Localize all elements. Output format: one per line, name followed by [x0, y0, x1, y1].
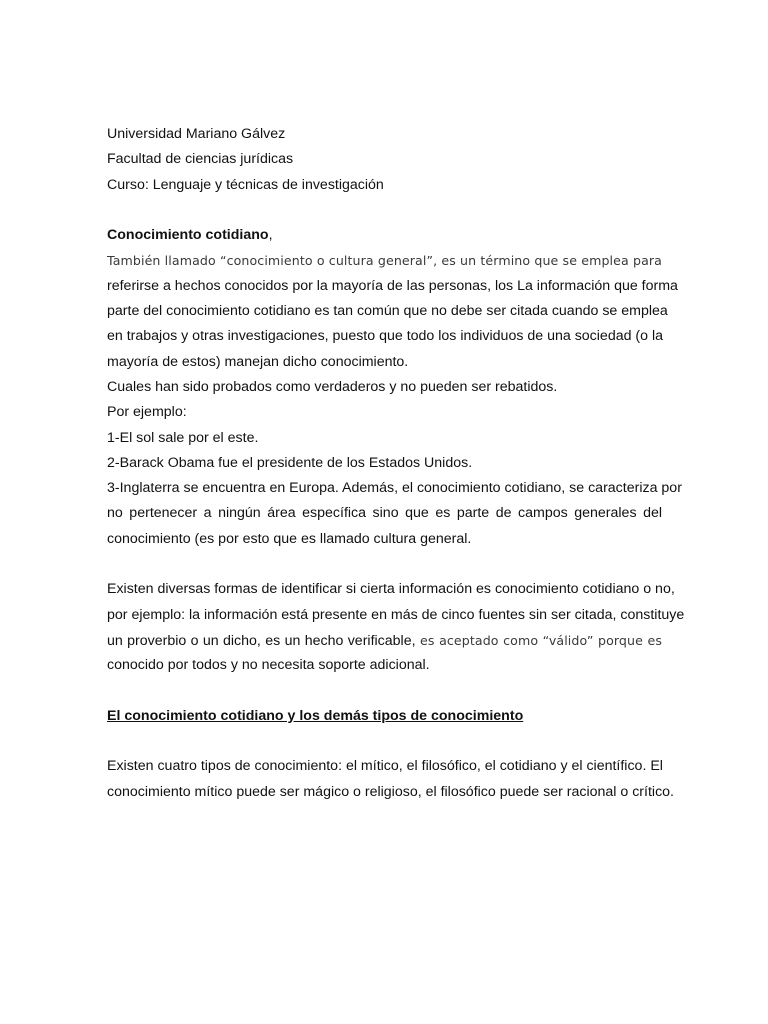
paragraph-line: no pertenecer a ningún área específica sino que es parte de campos generales del	[107, 505, 662, 522]
paragraph-text-alt: es aceptado como “válido” porque es	[415, 632, 662, 648]
paragraph-line: en trabajos y otras investigaciones, puesto que todo los individuos de una sociedad (o la	[107, 328, 664, 345]
paragraph-line: referirse a hechos conocidos por la mayoría de las personas, los La información que forma	[107, 277, 678, 294]
institution-name: Universidad Mariano Gálvez	[107, 126, 286, 142]
section-title-text: El conocimiento cotidiano y los demás tipos de conocimiento	[107, 707, 524, 724]
paragraph-line: Existen cuatro tipos de conocimiento: el mítico, el filosófico, el cotidiano y el científico. El	[107, 758, 663, 775]
example-item-2: 2-Barack Obama fue el presidente de los Estados Unidos.	[107, 454, 473, 471]
paragraph-line: Cuales han sido probados como verdaderos y no pueden ser rebatidos.	[107, 378, 558, 395]
paragraph-line	[107, 628, 662, 653]
example-intro: Por ejemplo:	[107, 404, 187, 421]
spacer	[107, 552, 662, 577]
paragraph-line: mayoría de estos) manejan dicho conocimiento.	[107, 353, 409, 370]
spacer	[107, 679, 662, 704]
paragraph-line	[107, 248, 662, 273]
paragraph-line: por ejemplo: la información está presente en más de cinco fuentes sin ser citada, constituye	[107, 606, 685, 623]
section-title-tipos	[107, 704, 662, 729]
section-title-conocimiento-cotidiano	[107, 223, 662, 248]
paragraph-text: También llamado “conocimiento o cultura general”, es un término que se emplea para	[107, 253, 662, 269]
spacer	[107, 198, 662, 223]
paragraph-line: conocimiento mítico puede ser mágico o religioso, el filosófico puede ser racional o crítico.	[107, 783, 674, 800]
paragraph-text: un proverbio o un dicho, es un hecho verificable,	[107, 632, 416, 649]
section-title-text: Conocimiento cotidiano	[107, 227, 269, 244]
document-page	[107, 122, 685, 805]
faculty-name: Facultad de ciencias jurídicas	[107, 151, 294, 168]
paragraph-line: conocimiento (es por esto que es llamado cultura general.	[107, 530, 472, 547]
paragraph-line: parte del conocimiento cotidiano es tan común que no debe ser citada cuando se emplea	[107, 303, 668, 320]
section-title-suffix: ,	[268, 227, 273, 244]
example-item-3: 3-Inglaterra se encuentra en Europa. Además, el conocimiento cotidiano, se caracteriza por	[107, 480, 682, 497]
spacer	[107, 729, 662, 754]
paragraph-line: conocido por todos y no necesita soporte adicional.	[107, 657, 430, 674]
course-name: Curso: Lenguaje y técnicas de investigación	[107, 176, 384, 193]
example-item-1: 1-El sol sale por el este.	[107, 429, 259, 446]
paragraph-line: Existen diversas formas de identificar si cierta información es conocimiento cotidiano o no,	[107, 581, 675, 598]
